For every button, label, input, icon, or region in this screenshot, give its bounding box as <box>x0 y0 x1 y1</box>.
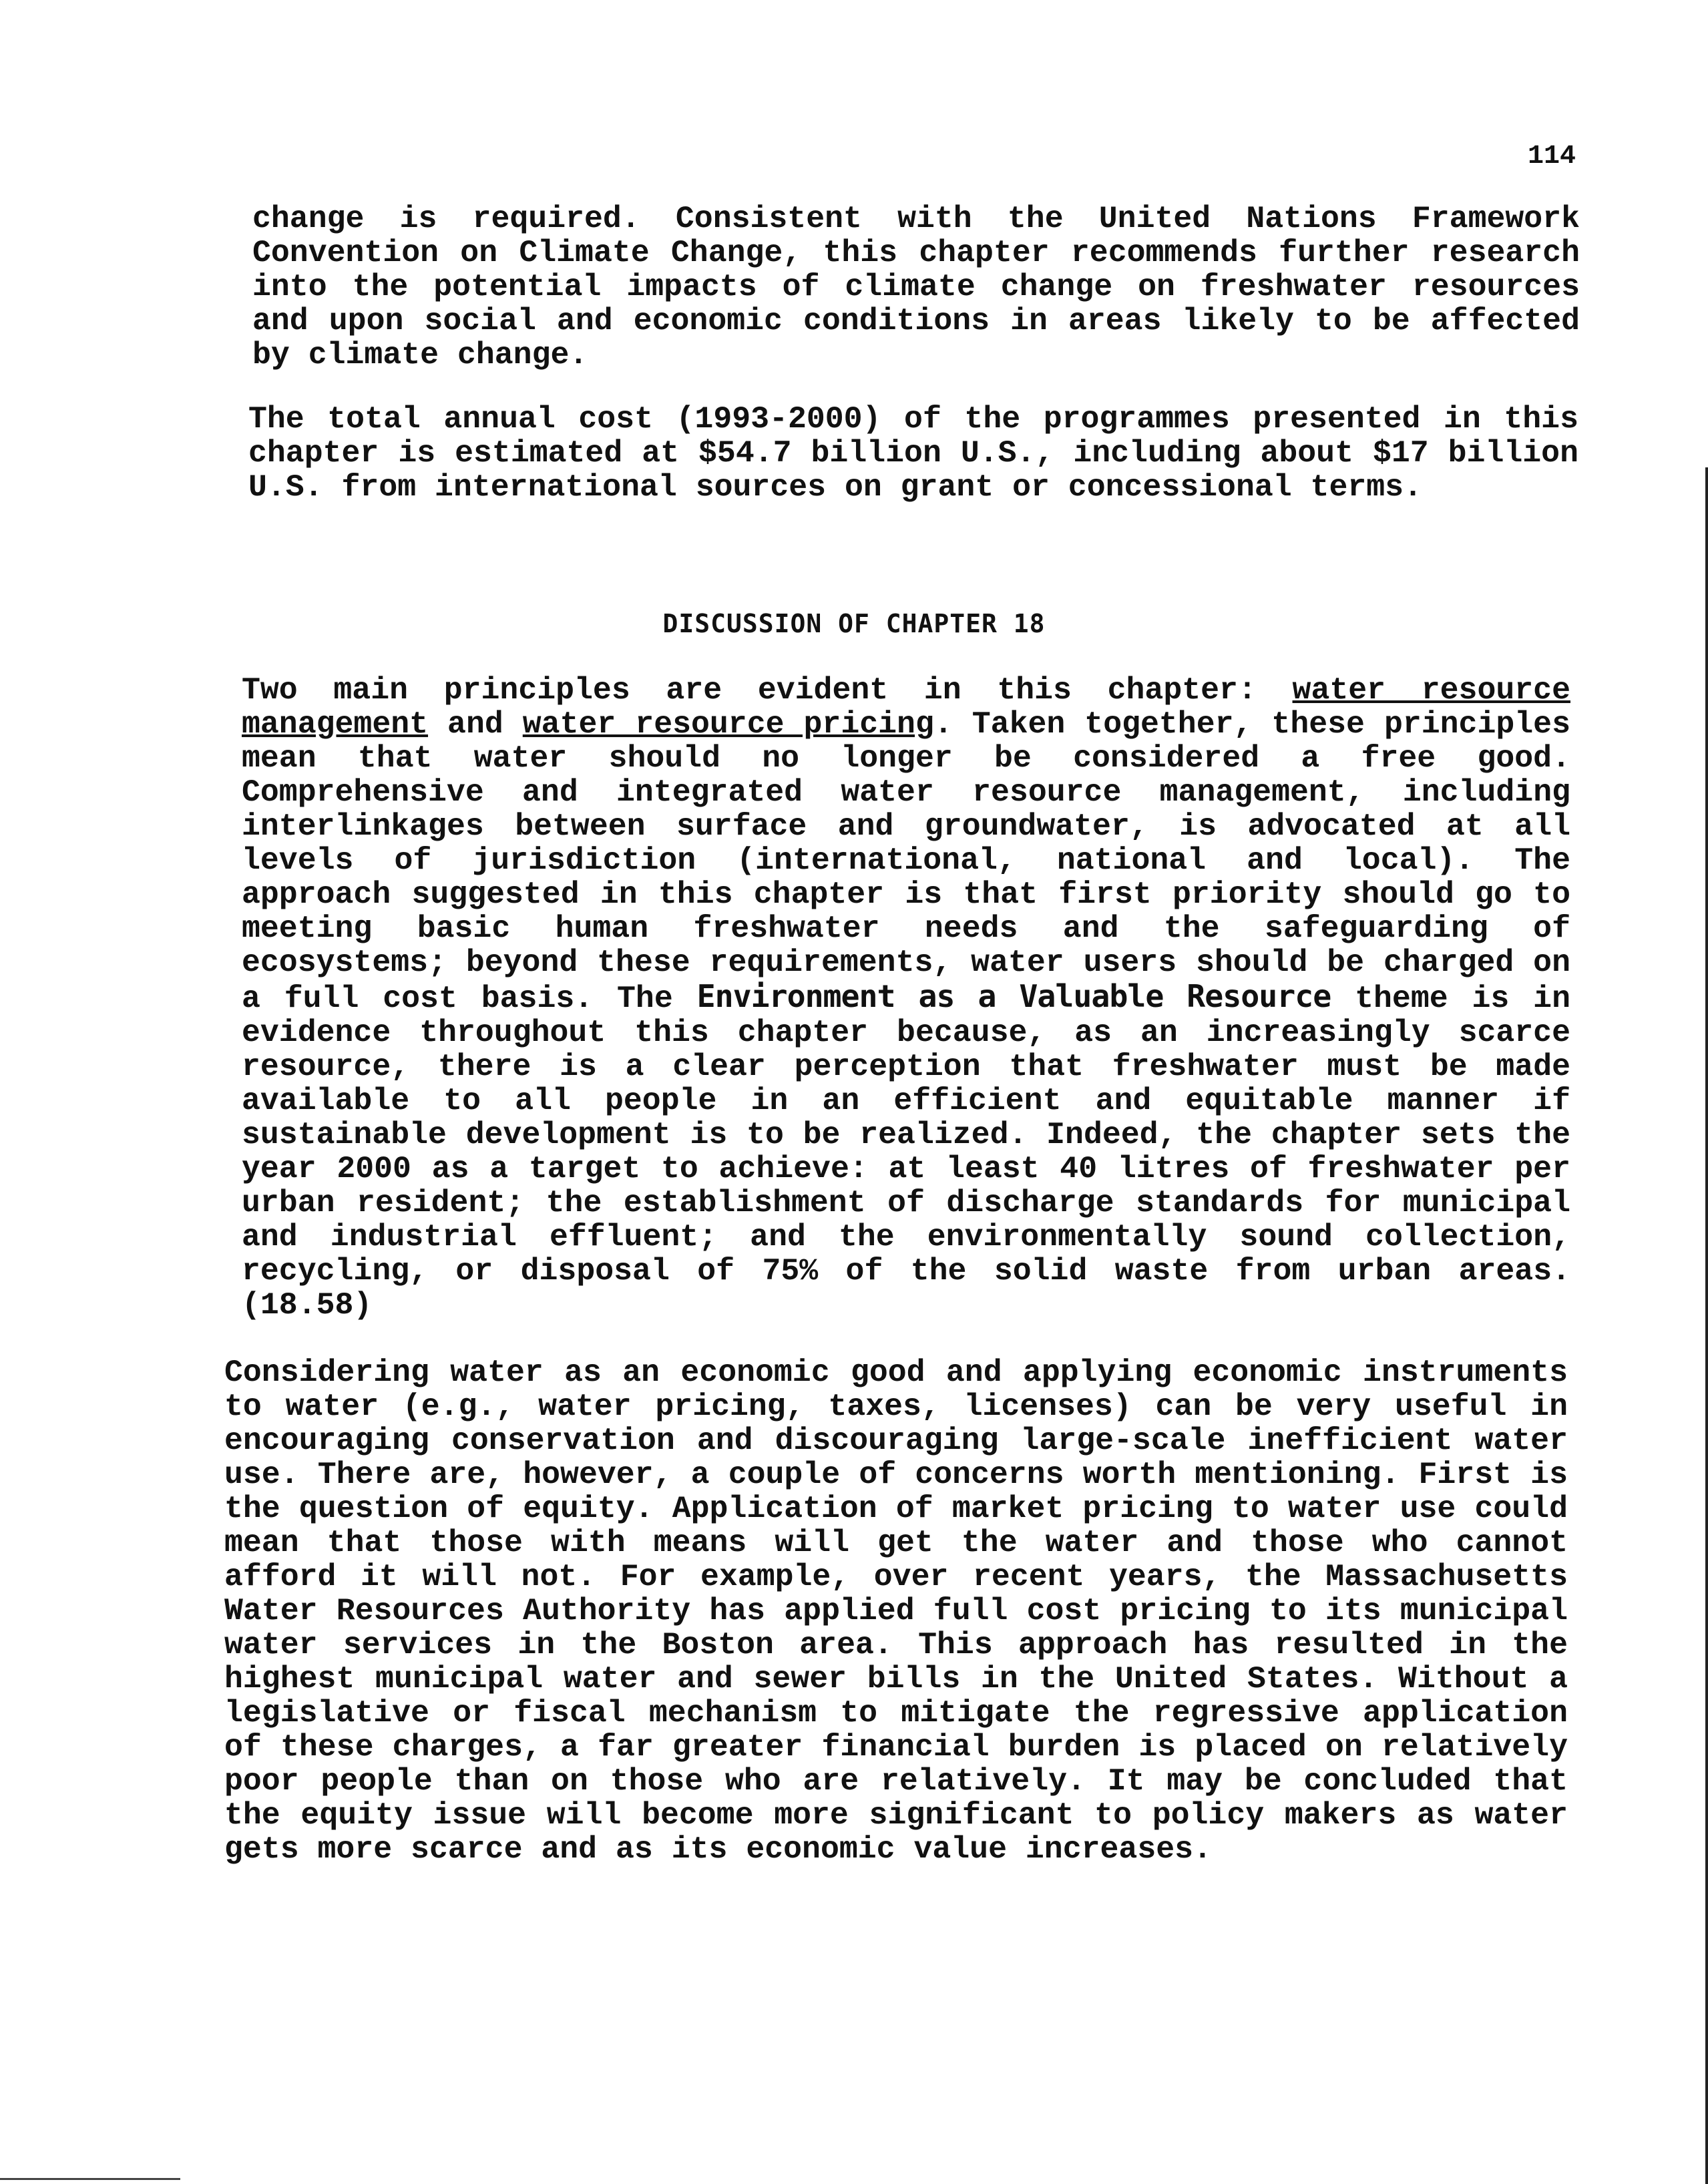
paragraph-economic-good: Considering water as an economic good and applying economic instruments to water (e.g., water pricing, taxes, licenses) can be very useful in encouraging conservation and discouraging large-scale inefficient water use. There are, however, a couple of concerns worth mentioning. First is the question of equity. Application of market pricing to water use could mean that those with means will get the water and those who cannot afford it will not. For example, over recent years, the Massachusetts Water Resources Authority has applied full cost pricing to its municipal water services in the Boston area. This approach has resulted in the highest municipal water and sewer bills in the United States. Without a legislative or fiscal mechanism to mitigate the regressive application of these charges, a far greater financial burden is placed on relatively poor people than on those who are relatively. It may be concluded that the equity issue will become more significant to policy makers as water gets more scarce and as its economic value increases. <box>224 1355 1568 1867</box>
paragraph-discussion <box>242 673 1570 1322</box>
discussion-and: and <box>428 706 523 742</box>
principle-pricing: water resource pricing <box>522 706 934 742</box>
theme-name: Environment as a Valuable Resource <box>696 978 1331 1014</box>
bottom-rule <box>0 2178 180 2180</box>
paragraph-total-cost: The total annual cost (1993-2000) of the programmes presented in this chapter is estimated at $54.7 billion U.S., including about $17 billion U.S. from international sources on grant or concessional terms. <box>248 401 1578 505</box>
paragraph-climate-change: change is required. Consistent with the United Nations Framework Convention on Climate Change, this chapter recommends further research into the potential impacts of climate change on freshwater resources and upon social and economic conditions in areas likely to be affected by climate change. <box>252 201 1580 373</box>
principle-management: water resource management <box>242 672 1570 742</box>
discussion-body-2: theme is in evidence throughout this chapter because, as an increasingly scarce resource, there is a clear perception that freshwater must be made available to all people in an efficient and equitable manner if sustainable development is to be realized. Indeed, the chapter sets the year 2000 as a target to achieve: at least 40 litres of freshwater per urban resident; the establishment of discharge standards for municipal and industrial effluent; and the environmentally sound collection, recycling, or disposal of 75% of the solid waste from urban areas. (18.58) <box>242 981 1570 1323</box>
discussion-intro: Two main principles are evident in this chapter: <box>242 672 1293 708</box>
page-number: 114 <box>1527 142 1576 172</box>
discussion-body-1: . Taken together, these principles mean that water should no longer be considered a free good. Comprehensive and integrated water resource management, including interlinkages between surface and groundwater, is advocated at all levels of jurisdiction (international, national and local). The approach suggested in this chapter is that first priority should go to meeting basic human freshwater needs and the safeguarding of ecosystems; beyond these requirements, water users should be charged on a full cost basis. The <box>242 706 1570 1016</box>
right-edge-rule <box>1705 467 1708 2184</box>
section-heading: DISCUSSION OF CHAPTER 18 <box>662 609 1046 638</box>
